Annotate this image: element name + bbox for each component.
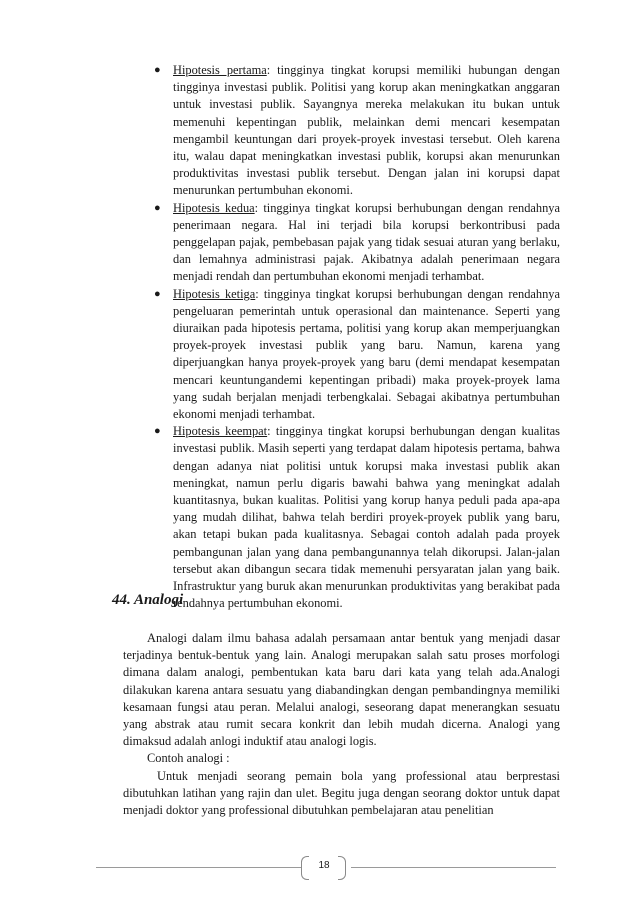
hypothesis-text: : tingginya tingkat korupsi berhubungan dengan kualitas investasi publik. Masih seperti yang terdapat dalam hipotesis pertama, bahwa dengan adanya niat politisi untuk korupsi maka investasi publik akan meningkat, namun perlu digaris bawahi bahwa yang meningkat adalah kuantitasnya, bukan kualitas. Politisi yang korup hanya peduli pada apa-apa yang mudah dilihat, bahwa telah berdiri proyek-proyek publik yang baru, akan tetapi bukan pada kualitasnya. Sebagai contoh adalah pada proyek pembangunan jalan yang dana pembangunannya telah dikorupsi. Jalan-jalan tersebut akan dibangun secara tidak memenuhi persyaratan jalan yang baik. Infrastruktur yang buruk akan menurunkan produktivitas yang berakibat pada rendahnya pertumbuhan ekonomi.	[173, 424, 560, 611]
page-number-bracket-right	[338, 856, 346, 880]
footer-rule-right	[351, 867, 556, 868]
hypothesis-item-2	[152, 200, 560, 286]
bullet-icon: ●	[154, 64, 161, 76]
hypothesis-text: : tingginya tingkat korupsi berhubungan dengan rendahnya penerimaan negara. Hal ini terjadi bila korupsi berkontribusi pada penggelapan pajak, pembebasan pajak yang tidak sesuai aturan yang berlaku, dan lemahnya administrasi pajak. Akibatnya adalah penerimaan negara menjadi rendah dan pertumbuhan ekonomi menjadi terhambat.	[173, 200, 560, 284]
page-number: 18	[318, 860, 330, 871]
hypothesis-label: Hipotesis keempat	[173, 424, 268, 439]
page-number-bracket-left	[301, 856, 309, 880]
hypothesis-label: Hipotesis kedua	[173, 200, 255, 215]
hypothesis-list	[152, 62, 560, 613]
hypothesis-label: Hipotesis ketiga	[173, 286, 256, 301]
bullet-icon: ●	[154, 425, 161, 438]
bullet-icon: ●	[154, 201, 161, 214]
footer-rule-left	[96, 867, 301, 868]
bullet-icon: ●	[154, 287, 161, 300]
hypothesis-text: : tingginya tingkat korupsi berhubungan dengan rendahnya pengeluaran pemerintah untuk operasional dan maintenance. Seperti yang diuraikan pada hipotesis pertama, politisi yang korup akan memperjuangkan proyek-proyek investasi publik yang baru. Namun, karena yang diperjuangkan hanya proyek-proyek yang baru (demi mendapat kesempatan mencari keuntungandemi kepentingan pribadi) maka proyek-proyek lama yang sudah berjalan menjadi terbengkalai. Sebagai akibatnya pertumbuhan ekonomi menjadi terhambat.	[173, 286, 560, 422]
hypothesis-label: Hipotesis pertama	[173, 63, 267, 77]
section-heading: 44. Analogi	[112, 592, 184, 608]
hypothesis-text: : tingginya tingkat korupsi memiliki hubungan dengan tingginya investasi publik. Politisi yang korup akan meningkatkan anggaran untuk investasi publik. Sayangnya mereka melakukan itu bukan untuk memenuhi kepentingan publik, melainkan demi mencari kesempatan mengambil keuntungan dari proyek-proyek investasi tersebut. Oleh karena itu, walau dapat meningkatkan investasi publik, korupsi akan menurunkan produktivitas investasi publik tersebut. Dengan jalan ini korupsi dapat menurunkan pertumbuhan ekonomi.	[173, 63, 560, 198]
hypothesis-item-3	[152, 286, 560, 424]
hypothesis-item-4	[152, 423, 560, 612]
hypothesis-item-1	[152, 62, 560, 200]
example-label: Contoh analogi :	[147, 751, 230, 766]
paragraph-definition: Analogi dalam ilmu bahasa adalah persamaan antar bentuk yang menjadi dasar terjadinya bentuk-bentuk yang lain. Analogi merupakan salah satu proses morfologi dimana dalam analogi, pembentukan kata baru dari kata yang telah ada.Analogi dilakukan karena antara sesuatu yang diabandingkan dengan pembandingnya memiliki kesamaan fungsi atau peran. Melalui analogi, seseorang dapat menerangkan sesuatu yang abstrak atau rumit secara konkrit dan lebih mudah dicerna. Analogi yang dimaksud adalah anlogi induktif atau analogi logis.	[123, 631, 560, 749]
section-body	[123, 630, 560, 819]
paragraph-example: Untuk menjadi seorang pemain bola yang professional atau berprestasi dibutuhkan latihan yang rajin dan ulet. Begitu juga dengan seorang doktor untuk dapat menjadi doktor yang professional dibutuhkan pembelajaran atau penelitian	[123, 768, 560, 818]
